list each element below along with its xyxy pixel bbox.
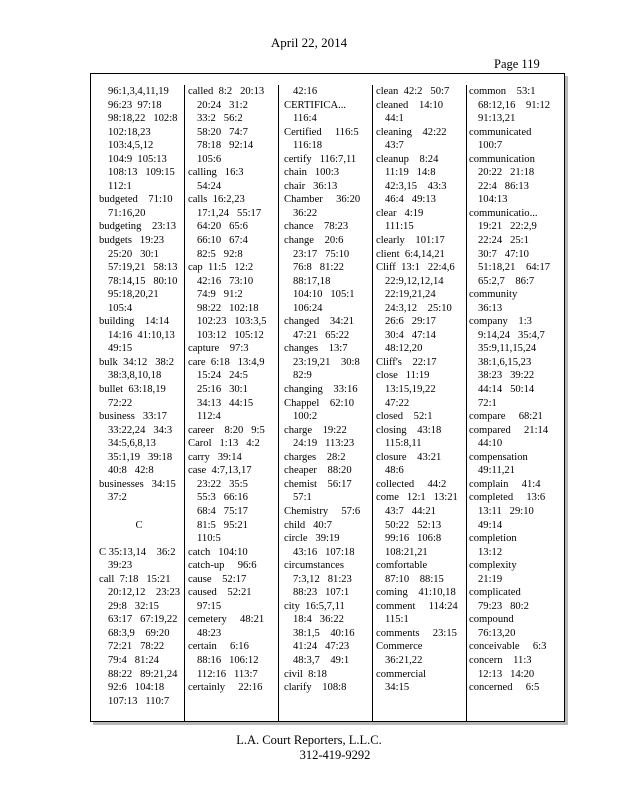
index-reference-line: 81:5 95:21	[197, 519, 248, 531]
index-reference-line: 42:16	[293, 86, 318, 97]
index-reference-line: 13:11 29:10	[478, 505, 534, 517]
index-reference-line: 79:4 81:24	[108, 654, 159, 666]
index-entry: case 4:7,13,17	[188, 465, 252, 477]
index-entry: concern 11:3	[469, 654, 532, 666]
index-entry: capture 97:3	[188, 343, 249, 355]
index-entry: certain 6:16	[188, 641, 249, 653]
index-reference-line: 88:22 89:21,24	[108, 668, 178, 680]
index-entry: call 7:18 15:21	[99, 573, 171, 585]
index-reference-line: 12:13 14:20	[478, 668, 535, 680]
index-entry: businesses 34:15	[99, 478, 176, 490]
index-entry: cheaper 88:20	[284, 465, 352, 477]
index-entry: budgeted 71:10	[99, 194, 173, 206]
index-reference-line: 103:4,5,12	[108, 140, 154, 152]
index-reference-line: 43:16 107:18	[293, 546, 355, 558]
index-reference-line: 104:10 105:1	[293, 289, 355, 301]
index-entry: carry 39:14	[188, 451, 242, 463]
index-reference-line: 9:14,24 35:4,7	[478, 329, 545, 341]
index-reference-line: 112:16 113:7	[197, 668, 258, 680]
index-entry: clarify 108:8	[284, 682, 347, 694]
index-reference-line: 35:9,11,15,24	[478, 343, 537, 355]
index-entry: communication	[469, 153, 535, 165]
index-column-5	[469, 85, 559, 695]
index-entry: commercial	[376, 668, 426, 680]
index-entry: building 14:14	[99, 316, 170, 328]
index-reference-line: 41:24 47:23	[293, 641, 350, 653]
index-reference-line: 57:19,21 58:13	[108, 262, 178, 274]
index-reference-line: 38:1,5 40:16	[293, 627, 355, 639]
index-reference-line: 96:1,3,4,11,19	[108, 86, 169, 97]
index-reference-line: 42:16 73:10	[197, 275, 254, 287]
index-entry: client 6:4,14,21	[376, 248, 445, 260]
index-entry: charges 28:2	[284, 451, 346, 463]
index-entry: cemetery 48:21	[188, 614, 265, 626]
section-letter: C	[135, 519, 143, 531]
index-reference-line: 18:4 36:22	[293, 614, 344, 626]
index-entry: completed 13:6	[469, 492, 546, 504]
index-reference-line: 105:4	[108, 302, 133, 314]
index-entry	[99, 505, 189, 519]
index-reference-line: 38:3,8,10,18	[108, 370, 162, 382]
index-entry: cleanup 8:24	[376, 153, 439, 165]
index-reference-line: 110:5	[197, 533, 221, 545]
index-reference-line: 24:3,12 25:10	[385, 302, 452, 314]
index-reference-line: 48:3,7 49:1	[293, 654, 350, 666]
page-date: April 22, 2014	[270, 35, 348, 50]
index-entry: changes 13:7	[284, 343, 348, 355]
index-reference-line: 103:12 105:12	[197, 329, 264, 341]
index-reference-line: 25:16 30:1	[197, 384, 248, 396]
index-entry: compare 68:21	[469, 411, 543, 423]
index-reference-line: 23:19,21 30:8	[293, 356, 360, 368]
index-reference-line: 43:7 44:21	[385, 505, 436, 517]
index-reference-line: 29:8 32:15	[108, 600, 159, 612]
index-entry: C 35:13,14 36:2	[99, 546, 176, 558]
index-entry: Chappel 62:10	[284, 397, 355, 409]
column-divider	[278, 85, 279, 721]
index-reference-line: 40:8 42:8	[108, 465, 154, 477]
index-reference-line: 78:14,15 80:10	[108, 275, 178, 287]
index-reference-line: 91:13,21	[478, 113, 516, 125]
index-entry: comments 23:15	[376, 627, 457, 639]
index-reference-line: 111:15	[385, 221, 414, 233]
index-entry: circumstances	[284, 560, 345, 572]
index-entry: complain 41:4	[469, 478, 541, 490]
index-entry: budgeting 23:13	[99, 221, 177, 233]
index-reference-line: 82:5 92:8	[197, 248, 243, 260]
index-reference-line: 108:21,21	[385, 546, 428, 558]
index-entry: communicated	[469, 126, 532, 138]
index-reference-line: 44:1	[385, 113, 404, 125]
index-reference-line: 49:11,21	[478, 465, 515, 477]
index-reference-line: 92:6 104:18	[108, 682, 165, 694]
index-reference-line: 23:17 75:10	[293, 248, 350, 260]
index-reference-line: 87:10 88:15	[385, 573, 444, 585]
index-reference-line: 20:22 21:18	[478, 167, 535, 179]
index-reference-line: 104:9 105:13	[108, 153, 167, 165]
index-reference-line: 115:8,11	[385, 438, 422, 450]
index-entry: concerned 6:5	[469, 682, 540, 694]
index-entry: closing 43:18	[376, 424, 442, 436]
index-entry: child 40:7	[284, 519, 332, 531]
index-entry: circle 39:19	[284, 533, 340, 545]
index-reference-line: 13:15,19,22	[385, 384, 436, 396]
index-reference-line: 47:22	[385, 397, 410, 409]
index-reference-line: 112:1	[108, 180, 132, 192]
index-entry: Chemistry 57:6	[284, 505, 361, 517]
index-entry: cleaning 42:22	[376, 126, 447, 138]
index-reference-line: 36:21,22	[385, 654, 423, 666]
index-entry: communicatio...	[469, 207, 538, 219]
index-reference-line: 34:5,6,8,13	[108, 438, 156, 450]
index-entry: complicated	[469, 587, 521, 599]
index-reference-line: 58:20 74:7	[197, 126, 248, 138]
index-reference-line: 68:3,9 69:20	[108, 627, 170, 639]
index-reference-line: 47:21 65:22	[293, 329, 350, 341]
index-entry: catch 104:10	[188, 546, 248, 558]
page-footer	[0, 733, 618, 763]
index-reference-line: 38:23 39:22	[478, 370, 535, 382]
index-reference-line: 22:24 25:1	[478, 235, 529, 247]
index-entry: calling 16:3	[188, 167, 244, 179]
index-reference-line: 33:2 56:2	[197, 113, 243, 125]
index-entry: collected 44:2	[376, 478, 447, 490]
index-entry: Cliff's 22:17	[376, 356, 437, 368]
index-reference-line: 76:8 81:22	[293, 262, 344, 274]
index-entry: certify 116:7,11	[284, 153, 357, 165]
index-entry: certainly 22:16	[188, 682, 263, 694]
index-reference-line: 100:2	[293, 411, 318, 423]
index-frame	[90, 73, 565, 722]
index-entry: called 8:2 20:13	[188, 86, 265, 97]
index-reference-line: 20:24 31:2	[197, 99, 248, 111]
index-entry: community	[469, 289, 518, 301]
index-entry: Commerce	[376, 641, 423, 653]
index-reference-line: 116:18	[293, 140, 323, 152]
index-entry: city 16:5,7,11	[284, 600, 345, 612]
index-reference-line: 72:1	[478, 397, 497, 409]
index-entry: changing 33:16	[284, 384, 358, 396]
index-reference-line: 57:1	[293, 492, 312, 504]
index-entry: complexity	[469, 560, 517, 572]
index-entry: career 8:20 9:5	[188, 424, 265, 436]
index-entry: care 6:18 13:4,9	[188, 356, 265, 368]
index-reference-line: 48:6	[385, 465, 404, 477]
index-reference-line: 22:19,21,24	[385, 289, 436, 301]
index-entry: CERTIFICA...	[284, 99, 347, 111]
footer-phone: 312-419-9292	[299, 748, 371, 762]
index-reference-line: 30:7 47:10	[478, 248, 529, 260]
index-reference-line: 39:23	[108, 560, 133, 572]
index-reference-line: 34:15	[385, 682, 410, 694]
index-entry: clearly 101:17	[376, 235, 445, 247]
index-reference-line: 13:12	[478, 546, 503, 558]
index-entry: charge 19:22	[284, 424, 347, 436]
index-entry: catch-up 96:6	[188, 560, 257, 572]
index-reference-line: 76:13,20	[478, 627, 516, 639]
footer-company: L.A. Court Reporters, L.L.C.	[236, 733, 382, 747]
index-reference-line: 44:14 50:14	[478, 384, 535, 396]
index-reference-line: 54:24	[197, 180, 222, 192]
index-entry: company 1:3	[469, 316, 532, 328]
index-reference-line: 107:13 110:7	[108, 695, 170, 707]
index-reference-line: 48:12,20	[385, 343, 423, 355]
index-entry: changed 34:21	[284, 316, 355, 328]
index-reference-line: 43:7	[385, 140, 404, 152]
index-entry: chemist 56:17	[284, 478, 352, 490]
index-reference-line: 30:4 47:14	[385, 329, 436, 341]
index-reference-line: 36:22	[293, 207, 318, 219]
index-reference-line: 112:4	[197, 411, 221, 423]
index-entry: cause 52:17	[188, 573, 247, 585]
index-reference-line: 88:23 107:1	[293, 587, 350, 599]
index-entry: conceivable 6:3	[469, 641, 547, 653]
index-entry: chain 100:3	[284, 167, 340, 179]
index-column-4	[376, 85, 466, 695]
index-reference-line: 82:9	[293, 370, 312, 382]
index-entry: Certified 116:5	[284, 126, 359, 138]
page-number: Page 119	[494, 57, 540, 71]
index-reference-line: 72:22	[108, 397, 133, 409]
index-reference-line: 99:16 106:8	[385, 533, 442, 545]
index-reference-line: 21:19	[478, 573, 503, 585]
index-reference-line: 68:4 75:17	[197, 505, 248, 517]
index-reference-line: 74:9 91:2	[197, 289, 243, 301]
index-entry: comment 114:24	[376, 600, 458, 612]
index-reference-line: 98:18,22 102:8	[108, 113, 178, 125]
index-entry: compound	[469, 614, 514, 626]
index-reference-line: 116:4	[293, 113, 317, 125]
index-reference-line: 23:22 35:5	[197, 478, 248, 490]
index-reference-line: 105:6	[197, 153, 222, 165]
index-entry: calls 16:2,23	[188, 194, 245, 206]
index-reference-line: 78:18 92:14	[197, 140, 254, 152]
index-entry: civil 8:18	[284, 668, 327, 680]
index-reference-line: 97:15	[197, 600, 222, 612]
index-column-3	[284, 85, 374, 695]
index-reference-line: 15:24 24:5	[197, 370, 248, 382]
index-reference-line: 35:1,19 39:18	[108, 451, 173, 463]
index-reference-line: 68:12,16 91:12	[478, 99, 551, 111]
column-divider	[466, 85, 467, 721]
index-column-2	[188, 85, 278, 695]
index-entry: cap 11:5 12:2	[188, 262, 254, 274]
index-reference-line: 37:2	[108, 492, 127, 504]
index-entry: compared 21:14	[469, 424, 549, 436]
index-reference-line: 115:1	[385, 614, 409, 626]
index-entry: business 33:17	[99, 411, 167, 423]
index-reference-line: 72:21 78:22	[108, 641, 165, 653]
index-reference-line: 88:16 106:12	[197, 654, 259, 666]
index-reference-line: 49:14	[478, 519, 503, 531]
index-reference-line: 102:23 103:3,5	[197, 316, 267, 328]
index-entry: bulk 34:12 38:2	[99, 356, 175, 368]
index-reference-line: 33:22,24 34:3	[108, 424, 173, 436]
index-reference-line: 36:13	[478, 302, 503, 314]
index-reference-line: 17:1,24 55:17	[197, 207, 262, 219]
index-reference-line: 100:7	[478, 140, 503, 152]
index-entry: caused 52:21	[188, 587, 252, 599]
index-entry	[99, 532, 189, 546]
index-entry: Carol 1:13 4:2	[188, 438, 260, 450]
index-reference-line: 88:17,18	[293, 275, 331, 287]
index-reference-line: 79:23 80:2	[478, 600, 529, 612]
index-entry: bullet 63:18,19	[99, 384, 166, 396]
index-reference-line: 22:4 86:13	[478, 180, 529, 192]
index-reference-line: 95:18,20,21	[108, 289, 159, 301]
index-reference-line: 34:13 44:15	[197, 397, 254, 409]
index-entry: budgets 19:23	[99, 235, 165, 247]
index-reference-line: 102:18,23	[108, 126, 151, 138]
index-reference-line: 71:16,20	[108, 207, 146, 219]
index-reference-line: 38:1,6,15,23	[478, 356, 532, 368]
index-reference-line: 106:24	[293, 302, 323, 314]
index-reference-line: 26:6 29:17	[385, 316, 436, 328]
index-entry: comfortable	[376, 560, 428, 572]
index-entry: compensation	[469, 451, 528, 463]
index-entry: come 12:1 13:21	[376, 492, 458, 504]
index-reference-line: 22:9,12,12,14	[385, 275, 444, 287]
index-reference-line: 19:21 22:2,9	[478, 221, 537, 233]
index-reference-line: 48:23	[197, 627, 222, 639]
index-entry: chance 78:23	[284, 221, 349, 233]
index-reference-line: 96:23 97:18	[108, 99, 162, 111]
index-reference-line: 49:15	[108, 343, 133, 355]
index-reference-line: 64:20 65:6	[197, 221, 248, 233]
index-reference-line: 65:2,7 86:7	[478, 275, 535, 287]
index-entry: clean 42:2 50:7	[376, 86, 450, 97]
index-entry: common 53:1	[469, 86, 536, 97]
index-column-1	[99, 85, 189, 708]
index-reference-line: 11:19 14:8	[385, 167, 436, 179]
index-reference-line: 44:10	[478, 438, 503, 450]
index-entry: cleaned 14:10	[376, 99, 444, 111]
index-reference-line: 7:3,12 81:23	[293, 573, 352, 585]
index-entry: change 20:6	[284, 235, 344, 247]
index-reference-line: 46:4 49:13	[385, 194, 436, 206]
index-reference-line: 42:3,15 43:3	[385, 180, 447, 192]
index-entry: chair 36:13	[284, 180, 338, 192]
index-reference-line: 63:17 67:19,22	[108, 614, 178, 626]
index-entry: close 11:19	[376, 370, 430, 382]
index-reference-line: 20:12,12 23:23	[108, 587, 181, 599]
index-reference-line: 66:10 67:4	[197, 235, 248, 247]
index-reference-line: 50:22 52:13	[385, 519, 442, 531]
index-entry: closure 43:21	[376, 451, 442, 463]
index-reference-line: 24:19 113:23	[293, 438, 355, 450]
index-reference-line: 25:20 30:1	[108, 248, 159, 260]
index-reference-line: 98:22 102:18	[197, 302, 259, 314]
index-entry: completion	[469, 533, 517, 545]
index-reference-line: 55:3 66:16	[197, 492, 248, 504]
index-entry: coming 41:10,18	[376, 587, 456, 599]
index-entry: Cliff 13:1 22:4,6	[376, 262, 455, 274]
index-reference-line: 14:16 41:10,13	[108, 329, 175, 341]
index-reference-line: 108:13 109:15	[108, 167, 175, 179]
index-entry: clear 4:19	[376, 207, 424, 219]
index-entry: Chamber 36:20	[284, 194, 361, 206]
index-entry: closed 52:1	[376, 411, 433, 423]
index-reference-line: 104:13	[478, 194, 508, 206]
index-reference-line: 51:18,21 64:17	[478, 262, 551, 274]
